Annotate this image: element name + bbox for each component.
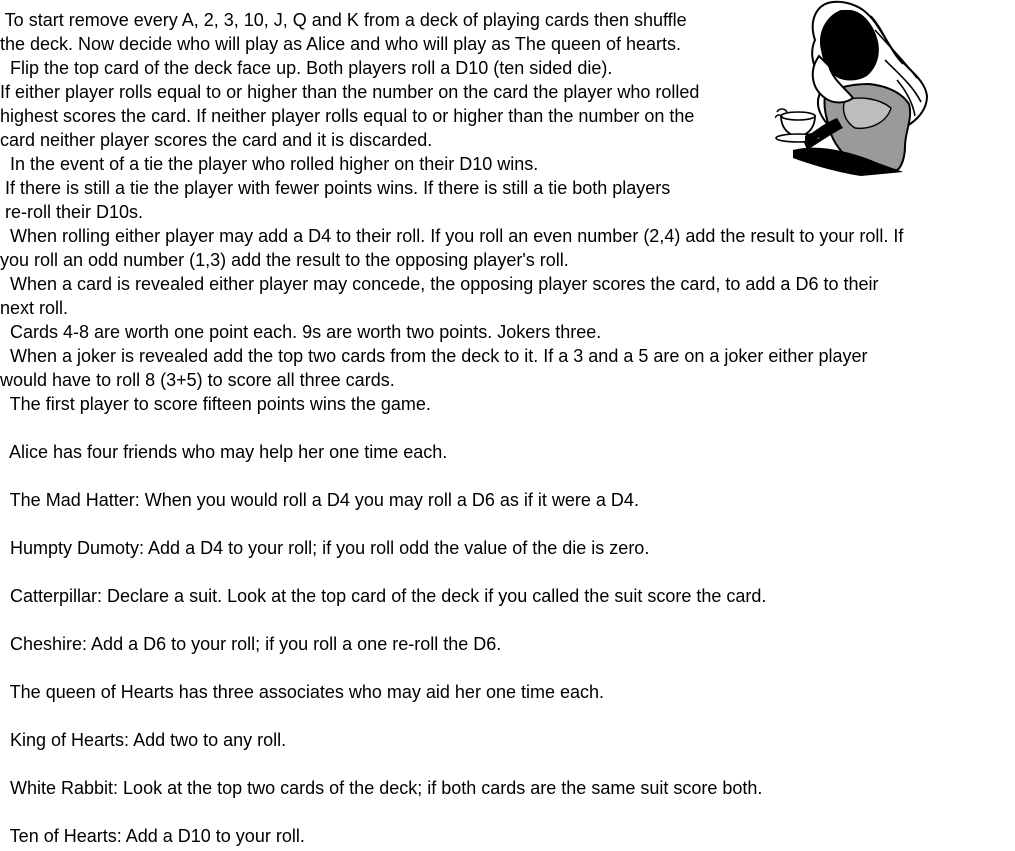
friend-humpty-dumpty: Humpty Dumoty: Add a D4 to your roll; if you roll odd the value of the die is zero. xyxy=(0,538,650,558)
friend-caterpillar: Catterpillar: Declare a suit. Look at the top card of the deck if you called the suit score the card. xyxy=(0,586,767,606)
blank-line xyxy=(0,656,1015,680)
rules-line: you roll an odd number (1,3) add the result to the opposing player's roll. xyxy=(0,250,569,270)
rules-line: The first player to score fifteen points wins the game. xyxy=(0,394,431,414)
rules-line: would have to roll 8 (3+5) to score all three cards. xyxy=(0,370,395,390)
associate-white-rabbit: White Rabbit: Look at the top two cards of the deck; if both cards are the same suit score both. xyxy=(0,778,763,798)
rules-line: Cards 4-8 are worth one point each. 9s are worth two points. Jokers three. xyxy=(0,322,602,342)
alice-with-teacup-icon xyxy=(775,0,935,178)
rules-line: Flip the top card of the deck face up. Both players roll a D10 (ten sided die). xyxy=(0,58,613,78)
blank-line xyxy=(0,560,1015,584)
rules-line: If either player rolls equal to or higher than the number on the card the player who rolled xyxy=(0,82,700,102)
queen-associates-intro: The queen of Hearts has three associates who may aid her one time each. xyxy=(0,682,605,702)
alice-friends-intro: Alice has four friends who may help her one time each. xyxy=(0,442,448,462)
blank-line xyxy=(0,512,1015,536)
rules-line: re-roll their D10s. xyxy=(0,202,144,222)
rules-line: When a card is revealed either player may concede, the opposing player scores the card, to add a D6 to their xyxy=(0,274,879,294)
rules-line: If there is still a tie the player with fewer points wins. If there is still a tie both players xyxy=(0,178,671,198)
blank-line xyxy=(0,752,1015,776)
rules-line: highest scores the card. If neither player rolls equal to or higher than the number on the xyxy=(0,106,695,126)
friend-cheshire: Cheshire: Add a D6 to your roll; if you roll a one re-roll the D6. xyxy=(0,634,502,654)
rules-line: To start remove every A, 2, 3, 10, J, Q and K from a deck of playing cards then shuffle xyxy=(0,10,687,30)
rules-line: When rolling either player may add a D4 to their roll. If you roll an even number (2,4) add the result to your roll. If xyxy=(0,226,904,246)
blank-line xyxy=(0,800,1015,824)
friend-mad-hatter: The Mad Hatter: When you would roll a D4 you may roll a D6 as if it were a D4. xyxy=(0,490,639,510)
blank-line xyxy=(0,608,1015,632)
rules-line: When a joker is revealed add the top two cards from the deck to it. If a 3 and a 5 are on a joker either player xyxy=(0,346,868,366)
rules-line: next roll. xyxy=(0,298,69,318)
associate-king-of-hearts: King of Hearts: Add two to any roll. xyxy=(0,730,287,750)
rules-line: In the event of a tie the player who rolled higher on their D10 wins. xyxy=(0,154,539,174)
blank-line xyxy=(0,416,1015,440)
rules-line: card neither player scores the card and it is discarded. xyxy=(0,130,433,150)
rules-line: the deck. Now decide who will play as Alice and who will play as The queen of hearts. xyxy=(0,34,682,54)
associate-ten-of-hearts: Ten of Hearts: Add a D10 to your roll. xyxy=(0,826,305,846)
blank-line xyxy=(0,464,1015,488)
blank-line xyxy=(0,704,1015,728)
